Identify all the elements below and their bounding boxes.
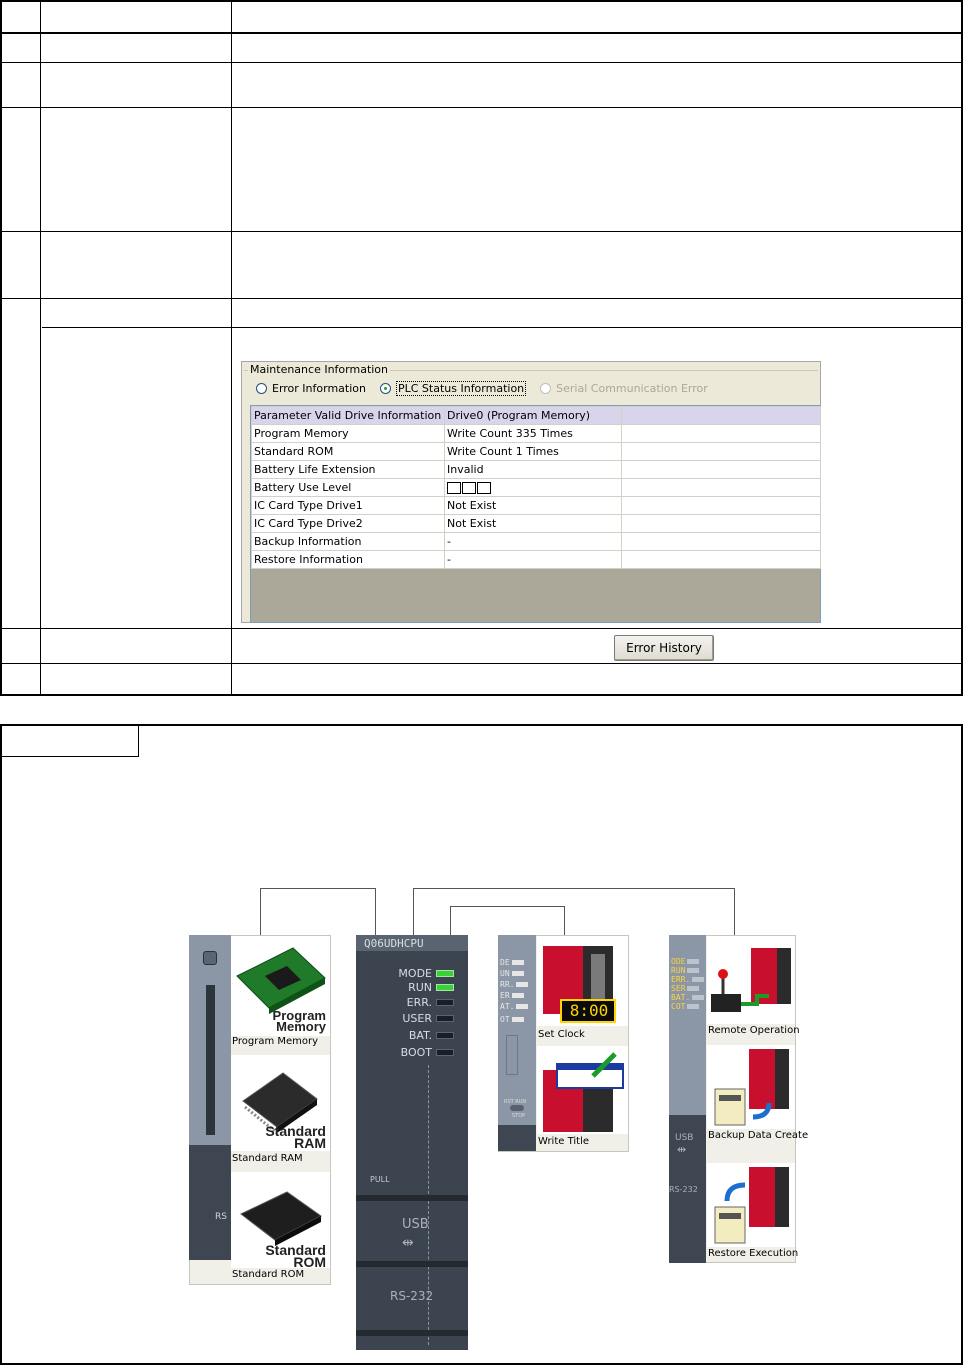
card-slot-icon: [506, 1035, 518, 1075]
pull-label: PULL: [370, 1175, 390, 1184]
small-led: RUN: [671, 966, 699, 975]
small-led: ER: [500, 991, 524, 1000]
battery-level-box-icon: [477, 482, 491, 494]
radio-label: PLC Status Information: [397, 382, 525, 395]
grid-cell-value: -: [445, 551, 622, 569]
grid-cell-value: Not Exist: [445, 497, 622, 515]
column-divider: [40, 2, 41, 694]
write-title-icon: [537, 1046, 628, 1134]
grid-cell-empty: [622, 551, 821, 569]
radio-error-information[interactable]: [256, 382, 366, 395]
set-clock-icon-cell[interactable]: [537, 936, 628, 1026]
column-divider: [231, 2, 232, 694]
program-memory-icon-cell[interactable]: [231, 936, 330, 1036]
grid-cell-name: Parameter Valid Drive Information: [252, 407, 445, 425]
grid-cell-value: Invalid: [445, 461, 622, 479]
module-side-strip: [498, 935, 536, 1125]
grid-cell-name: Battery Use Level: [252, 479, 445, 497]
led-run: RUN: [356, 981, 454, 994]
row-divider: [42, 327, 961, 328]
grid-cell-name: IC Card Type Drive2: [252, 515, 445, 533]
led-icon: [436, 999, 454, 1006]
grid-row[interactable]: [252, 425, 821, 443]
grid-row[interactable]: [252, 533, 821, 551]
restore-execution-caption: Restore Execution: [708, 1248, 799, 1259]
info-type-radio-group: [256, 381, 708, 396]
battery-level-box-icon: [462, 482, 476, 494]
row-divider: [2, 663, 961, 664]
small-led: BAT.: [671, 993, 704, 1002]
backup-data-create-icon-cell[interactable]: [707, 1045, 795, 1129]
restore-execution-icon-cell[interactable]: [707, 1163, 795, 1247]
remote-operation-icon-cell[interactable]: [707, 936, 795, 1024]
rs232-label: RS-232: [390, 1289, 434, 1303]
module-lower-strip: [669, 1115, 706, 1263]
card-slot-icon: [206, 985, 215, 1135]
grid-cell-value: Not Exist: [445, 515, 622, 533]
small-led: OT: [500, 1015, 524, 1024]
led-icon: [436, 1015, 454, 1022]
module-side-strip: [669, 935, 706, 1115]
cpu-module[interactable]: [356, 935, 468, 1350]
led-icon: [436, 984, 454, 991]
usb-symbol-icon: ⇹: [402, 1235, 414, 1251]
grid-cell-empty: [622, 533, 821, 551]
led-boot: BOOT: [356, 1046, 454, 1059]
grid-cell-name: IC Card Type Drive1: [252, 497, 445, 515]
maintenance-information-panel: [241, 361, 821, 623]
table-header-divider: [2, 32, 961, 34]
separator-band: [356, 1261, 468, 1267]
dashed-guide: [428, 1065, 429, 1345]
grid-cell-value: Write Count 1 Times: [445, 443, 622, 461]
led-icon: [436, 1049, 454, 1056]
small-led: ERR.: [671, 975, 704, 984]
small-led: DE: [500, 958, 524, 967]
grid-cell-value: -: [445, 533, 622, 551]
usb-label: USB: [675, 1133, 694, 1143]
write-title-icon-cell[interactable]: [537, 1046, 628, 1134]
grid-cell-empty: [622, 425, 821, 443]
restore-execution-icon: [707, 1163, 795, 1247]
row-divider: [2, 107, 961, 108]
module-lower-strip: [189, 1145, 231, 1260]
radio-label: Error Information: [272, 382, 366, 395]
grid-cell-empty: [622, 515, 821, 533]
cpu-model-label: Q06UDHCPU: [364, 937, 424, 950]
small-led: SER: [671, 984, 699, 993]
switch-label: RST RUN: [504, 1099, 527, 1105]
radio-circle-disabled-icon: [540, 383, 551, 394]
radio-serial-communication-error[interactable]: [540, 382, 708, 395]
small-led: RR.: [500, 980, 528, 989]
small-led: UN: [500, 969, 524, 978]
error-history-button[interactable]: Error History: [614, 635, 714, 661]
grid-cell-empty: [622, 461, 821, 479]
separator-band: [356, 1195, 468, 1201]
usb-symbol-icon: ⇹: [677, 1143, 687, 1156]
led-icon: [436, 970, 454, 977]
grid-row[interactable]: [252, 551, 821, 569]
separator-band: [356, 1330, 468, 1336]
write-title-caption: Write Title: [538, 1136, 590, 1147]
switch-label: STOP: [512, 1113, 526, 1119]
reset-switch-icon: [203, 951, 217, 965]
grid-cell-value: Write Count 335 Times: [445, 425, 622, 443]
maintenance-title: Maintenance Information: [250, 363, 389, 376]
grid-cell-empty: [622, 407, 821, 425]
grid-cell-name: Restore Information: [252, 551, 445, 569]
battery-level-indicator: [445, 479, 622, 497]
grid-cell-empty: [622, 497, 821, 515]
module-illustration-box: [0, 724, 963, 1365]
radio-label: Serial Communication Error: [556, 382, 708, 395]
standard-rom-chip-label: Standard ROM: [265, 1242, 326, 1270]
led-icon: [436, 1032, 454, 1039]
standard-ram-caption: Standard RAM: [232, 1153, 303, 1164]
program-memory-caption: Program Memory: [232, 1036, 319, 1047]
battery-level-box-icon: [447, 482, 461, 494]
backup-data-create-caption: Backup Data Create: [708, 1130, 809, 1141]
connector-line: [450, 906, 565, 936]
module-side-strip: [189, 935, 231, 1145]
rs232-label: RS-232: [669, 1185, 698, 1194]
radio-plc-status-information[interactable]: [380, 381, 526, 396]
grid-row[interactable]: [252, 479, 821, 497]
remote-operation-caption: Remote Operation: [708, 1025, 800, 1036]
led-bat: BAT.: [356, 1029, 454, 1042]
row-divider: [2, 62, 961, 63]
grid-cell-value: Drive0 (Program Memory): [445, 407, 622, 425]
remote-operation-icon: [707, 936, 795, 1024]
radio-circle-icon: [256, 383, 267, 394]
small-led: AT.: [500, 1002, 528, 1011]
section-tag-box: [2, 726, 139, 757]
row-divider: [2, 628, 961, 629]
grid-cell-name: Standard ROM: [252, 443, 445, 461]
small-led: COT: [671, 1002, 699, 1011]
module-lower-strip: [498, 1125, 536, 1151]
connector-line: [260, 888, 376, 936]
standard-ram-icon-cell[interactable]: [231, 1055, 330, 1151]
grid-row[interactable]: [252, 497, 821, 515]
grid-cell-empty: [622, 479, 821, 497]
standard-rom-caption: Standard ROM: [232, 1269, 305, 1280]
row-divider: [2, 298, 961, 299]
radio-circle-selected-icon: [380, 383, 391, 394]
clock-time-display: 8:00: [569, 1001, 609, 1020]
program-memory-chip-label: Program Memory: [272, 1008, 326, 1034]
grid-cell-empty: [622, 443, 821, 461]
rs-label: RS: [215, 1212, 227, 1222]
plc-status-grid: [250, 405, 821, 623]
led-user: USER: [356, 1012, 454, 1025]
usb-label: USB: [402, 1217, 429, 1232]
grid-row[interactable]: [252, 443, 821, 461]
grid-row[interactable]: [252, 515, 821, 533]
led-err: ERR.: [356, 996, 454, 1009]
row-divider: [2, 231, 961, 232]
grid-cell-name: Battery Life Extension: [252, 461, 445, 479]
led-mode: MODE: [356, 967, 454, 980]
backup-data-create-icon: [707, 1045, 795, 1129]
grid-row[interactable]: [252, 407, 821, 425]
grid-row[interactable]: [252, 461, 821, 479]
standard-rom-icon-cell[interactable]: [231, 1172, 330, 1268]
run-stop-switch-icon: [510, 1105, 524, 1111]
set-clock-caption: Set Clock: [538, 1029, 585, 1040]
small-led: ODE: [671, 957, 699, 966]
grid-cell-name: Backup Information: [252, 533, 445, 551]
grid-cell-name: Program Memory: [252, 425, 445, 443]
standard-ram-chip-label: Standard RAM: [265, 1123, 326, 1151]
